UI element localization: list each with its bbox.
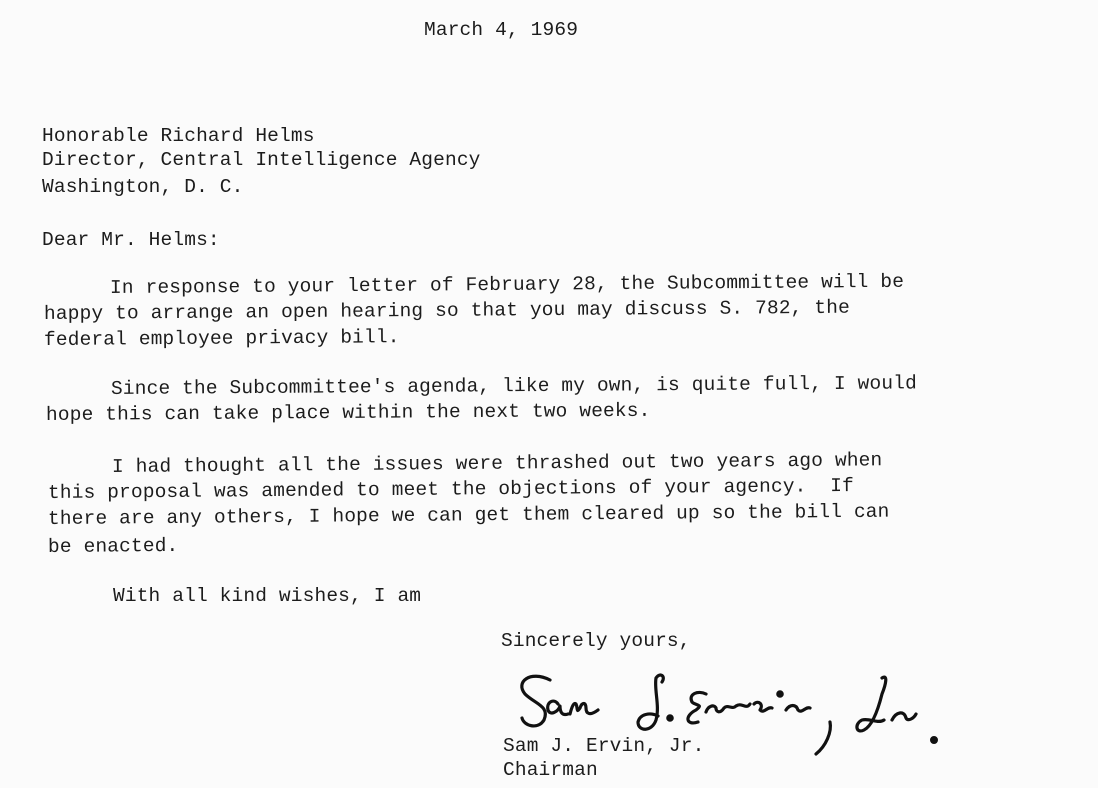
letter-date: March 4, 1969 [424,19,579,41]
signer-name: Sam J. Ervin, Jr. [503,735,705,757]
salutation: Dear Mr. Helms: [42,229,220,251]
sign-off: Sincerely yours, [501,630,691,652]
recipient-location: Washington, D. C. [42,176,244,198]
paragraph-1-line-1: In response to your letter of February 28, the Subcommittee will be [109,270,905,299]
paragraph-3-line-2: this proposal was amended to meet the objections of your agency. If [47,474,855,504]
paragraph-2-line-2: hope this can take place within the next two weeks. [45,399,651,426]
paragraph-3-line-1: I had thought all the issues were thrashed out two years ago when [111,449,883,478]
paragraph-3-line-3: there are any others, I hope we can get them cleared up so the bill can [47,500,890,530]
closing-line: With all kind wishes, I am [113,585,422,607]
paragraph-1-line-3: federal employee privacy bill. [43,326,400,351]
recipient-title: Director, Central Intelligence Agency [42,149,481,171]
paragraph-1-line-2: happy to arrange an open hearing so that you may discuss S. 782, the [43,296,850,325]
recipient-name: Honorable Richard Helms [42,125,315,147]
paragraph-2-line-1: Since the Subcommittee's agenda, like my own, is quite full, I would [110,372,917,400]
signer-title: Chairman [503,759,598,781]
paragraph-3-line-4: be enacted. [47,534,179,558]
